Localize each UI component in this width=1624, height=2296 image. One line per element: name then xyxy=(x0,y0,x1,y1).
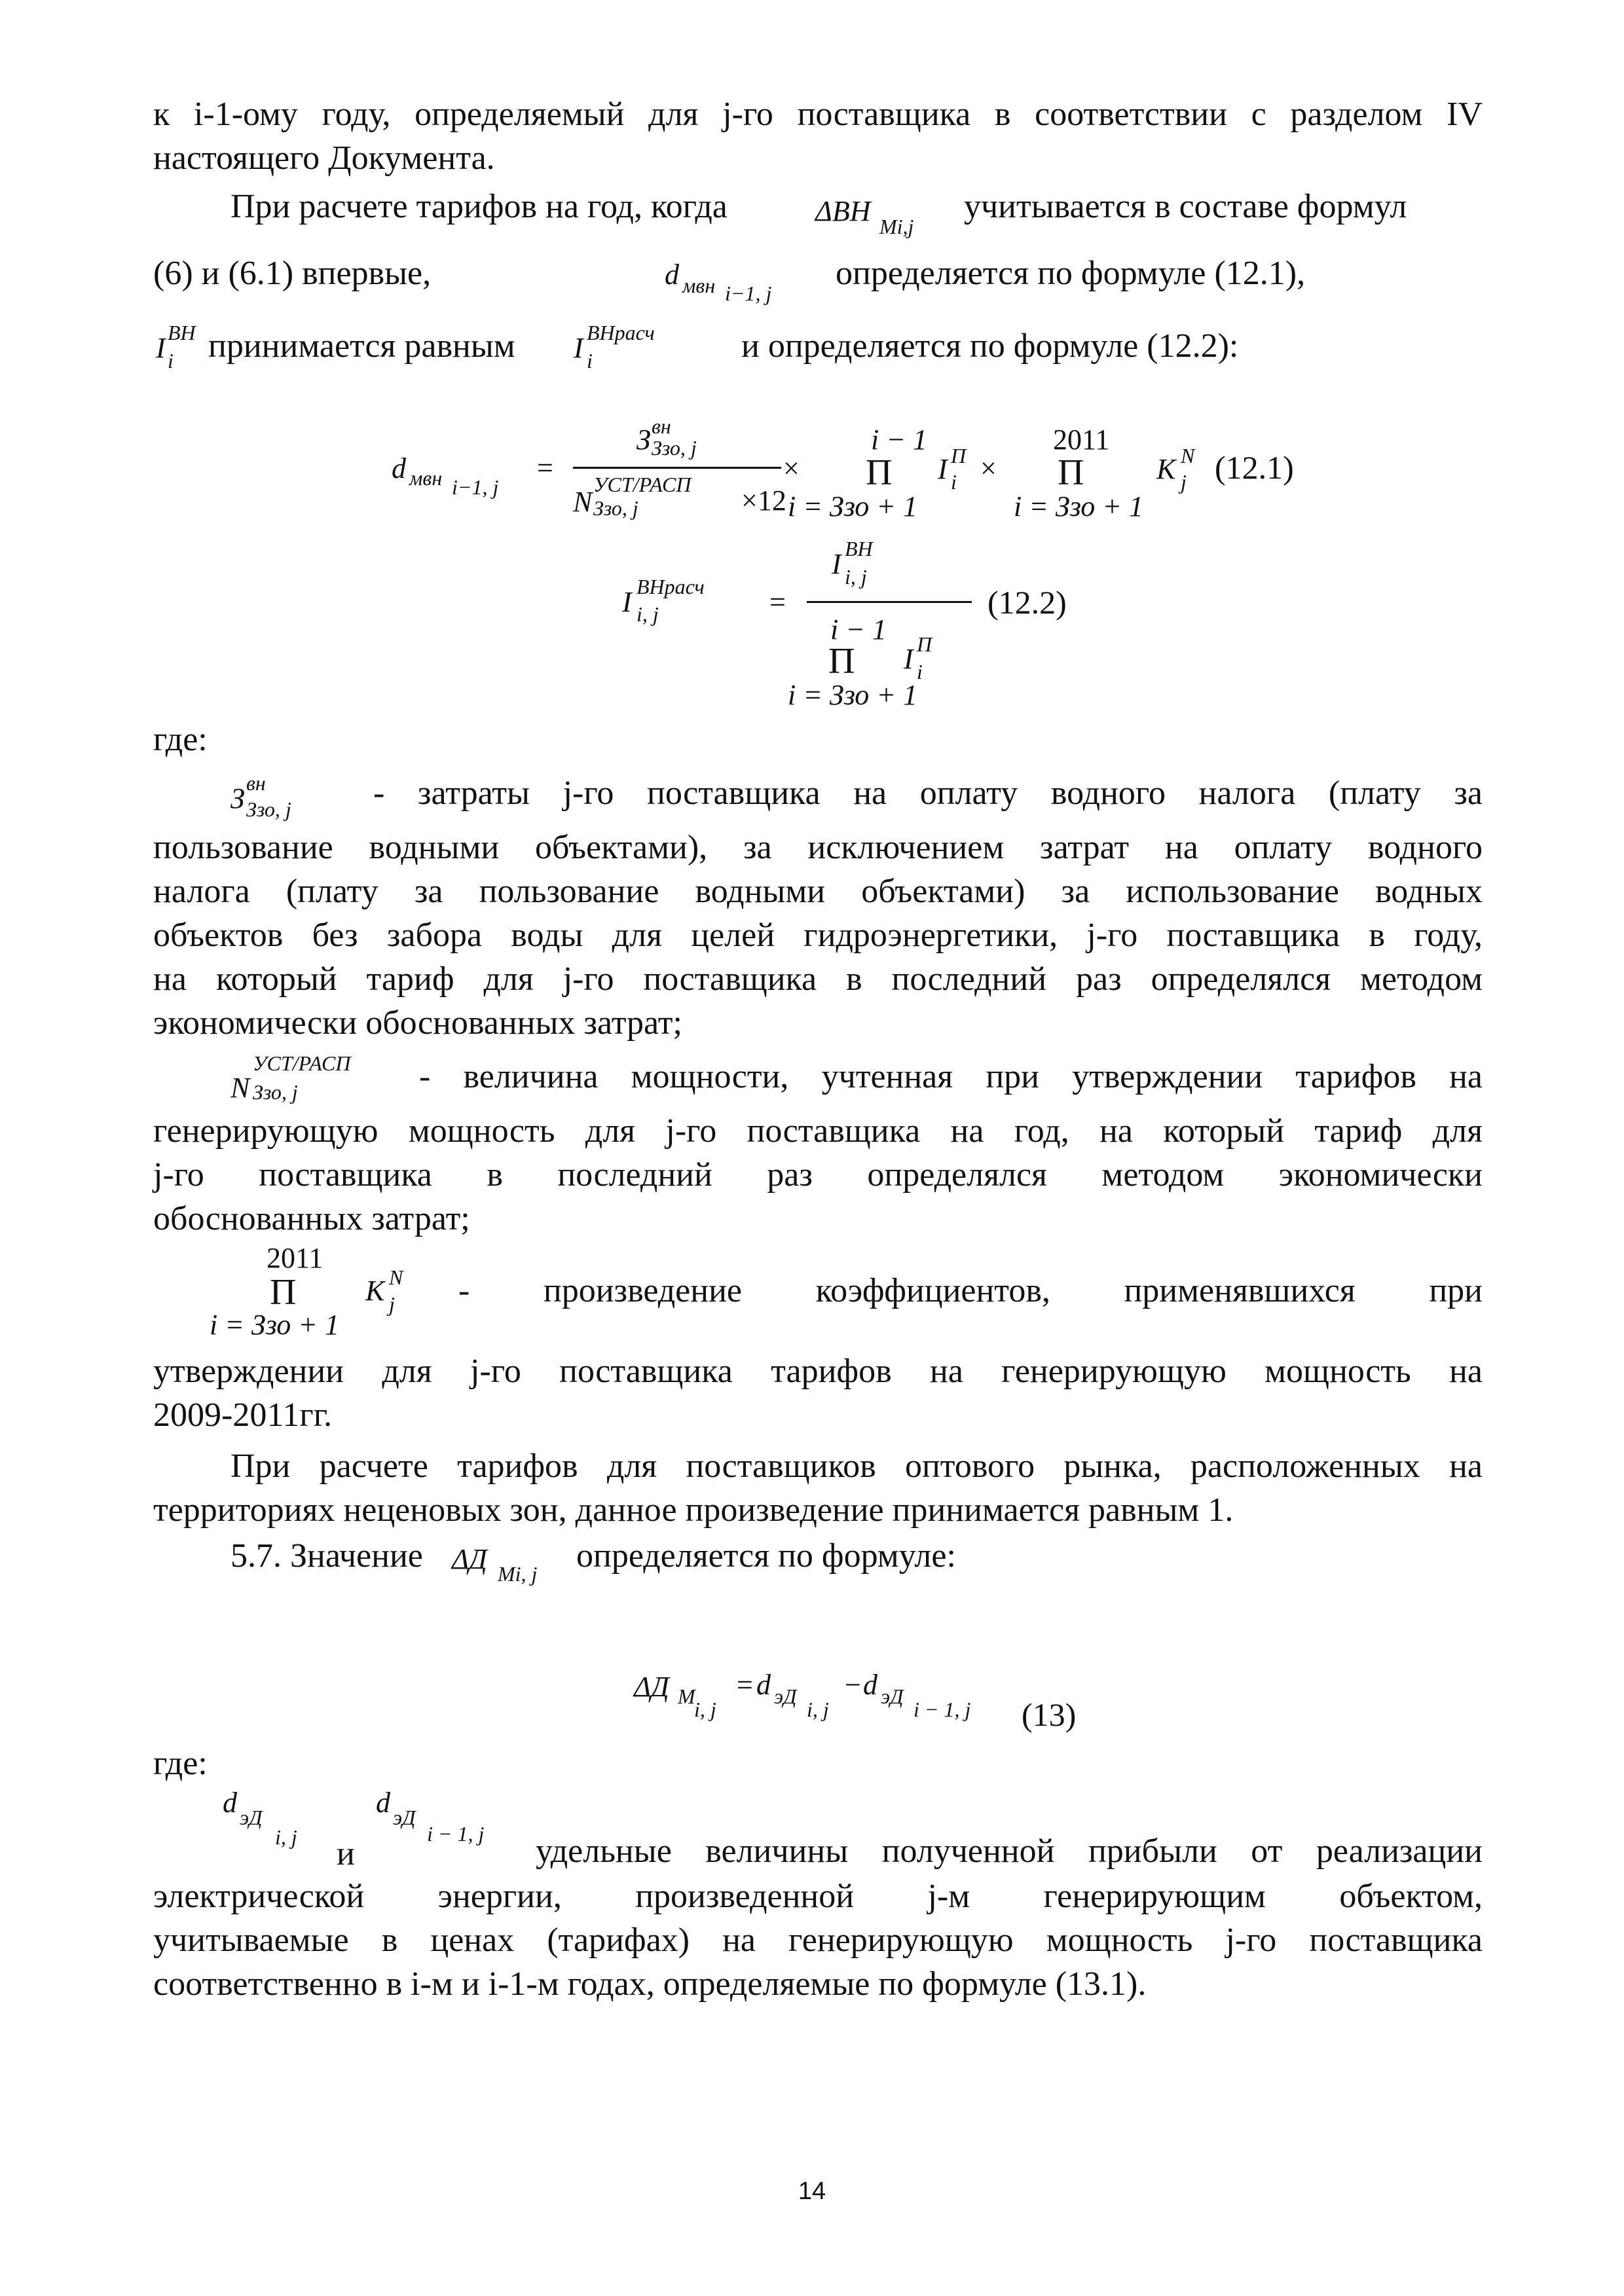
conjunction-text: и xyxy=(337,1835,355,1872)
paragraph-line: к i-1-ому году, определяемый для j-го поставщика в соответствии с разделом IV xyxy=(153,96,1483,133)
paragraph-text: принимается равным xyxy=(208,327,515,365)
paragraph-text: и определяется по формуле (12.2): xyxy=(741,327,1239,365)
document-page: к i-1-ому году, определяемый для j-го поставщика в соответствии с разделом IV настоящего Документа. При расчете тарифов на год, когда ΔВН Мi,j учитывается в составе формул (6) и (6.1) впервые, d мвн i−1, j определяется по формуле (12.1), I ВН i принимается равным I ВНрасч i и определяется по формуле (12.2): d мвн i−1, j = З вн Ззо, j N УСТ/РАСП Ззо, j ×12 × i − 1 П i = Ззо + 1 I П i × 2011 П i = Ззо + 1 K N j (12.1) I ВНрасч i, j = I ВН i, j i − 1 П i = Ззо + 1 I П i (12.2) где: З вн Ззо, j - затраты j-го поставщика на оплату водного налога (плату за пользование водными объектами), за исключением затрат на оплату водного налога (плату за пользование водными объектами) за использование водных объектов без забора воды для целей гидроэнергетики, j-го поставщика в году, на который тариф для j-го поставщика в последний раз определялся методом экономически обоснованных затрат; N УСТ/РАСП Ззо, j - величина мощности, учтенная при утверждении тарифов на генерирующую мощность для j-го поставщика на год, на который тариф для j-го поставщика в последний раз определялся методом экономически обоснованных затрат; 2011 П i = Ззо + 1 K N j - произведение коэффициентов, применявшихся при утверждении для j-го поставщика тарифов на генерирующую мощность на 2009-2011гг. При расчете тарифов для поставщиков оптового рынка, расположенных на территориях неценовых зон, данное произведение принимается равным 1. 5.7. Значение ΔД Мi, j определяется по формуле: ΔД М i, j = d эД i, j − d эД i − 1, j (13) где: d эД i, j и d эД i − 1, j удельные величины полученной прибыли от реализации электрической энергии, произведенной j-м генерирующим объектом, учитываемые в ценах (тарифах) на генерирующую мощность j-го поставщика соответственно в i-м и i-1-м годах, определяемые по формуле (13.1). 14 xyxy=(0,0,1624,2296)
paragraph-line: При расчете тарифов для поставщиков оптового рынка, расположенных на xyxy=(231,1448,1483,1485)
definition-line: генерирующую мощность для j-го поставщика на год, на который тариф для xyxy=(153,1112,1483,1150)
paragraph-line: настоящего Документа. xyxy=(153,139,495,177)
page-number: 14 xyxy=(798,2178,826,2205)
definition-line: 2009-2011гг. xyxy=(153,1396,333,1434)
paragraph-line: территориях неценовых зон, данное произведение принимается равным 1. xyxy=(153,1491,1234,1529)
definition-line: j-го поставщика в последний раз определялся методом экономически xyxy=(153,1156,1483,1194)
definition-line: объектов без забора воды для целей гидроэнергетики, j-го поставщика в году, xyxy=(153,917,1483,954)
definition-line: экономически обоснованных затрат; xyxy=(153,1004,682,1042)
formula-label: (12.1) xyxy=(1215,449,1294,486)
paragraph-text: учитывается в составе формул xyxy=(964,188,1407,225)
definition-line: пользование водными объектами), за исключением затрат на оплату водного xyxy=(153,829,1483,866)
definition-line: - произведение коэффициентов, применявшихся при xyxy=(458,1272,1483,1309)
definition-line: на который тариф для j-го поставщика в последний раз определялся методом xyxy=(153,960,1483,998)
definition-line: утверждении для j-го поставщика тарифов на генерирующую мощность на xyxy=(153,1353,1483,1390)
definition-line: соответственно в i-м и i-1-м годах, определяемые по формуле (13.1). xyxy=(153,1965,1147,2003)
definition-line: электрической энергии, произведенной j-м генерирующим объектом, xyxy=(153,1878,1483,1915)
definition-line: обоснованных затрат; xyxy=(153,1200,470,1237)
paragraph-text: При расчете тарифов на год, когда xyxy=(231,188,728,225)
definition-line: налога (плату за пользование водными объектами) за использование водных xyxy=(153,873,1483,910)
paragraph-text: определяется по формуле (12.1), xyxy=(836,255,1306,292)
paragraph-text: определяется по формуле: xyxy=(576,1537,956,1575)
definition-line: учитываемые в ценах (тарифах) на генерирующую мощность j-го поставщика xyxy=(153,1922,1483,1959)
where-label: где: xyxy=(153,1745,208,1782)
formula-label: (13) xyxy=(1022,1696,1077,1733)
definition-line: - затраты j-го поставщика на оплату водного налога (плату за xyxy=(373,774,1483,812)
formula-label: (12.2) xyxy=(987,584,1067,621)
definition-line: - величина мощности, учтенная при утверждении тарифов на xyxy=(419,1058,1483,1095)
definition-line: удельные величины полученной прибыли от реализации xyxy=(536,1832,1483,1870)
paragraph-text: (6) и (6.1) впервые, xyxy=(153,255,432,292)
section-heading: 5.7. Значение xyxy=(231,1537,423,1575)
where-label: где: xyxy=(153,721,208,758)
